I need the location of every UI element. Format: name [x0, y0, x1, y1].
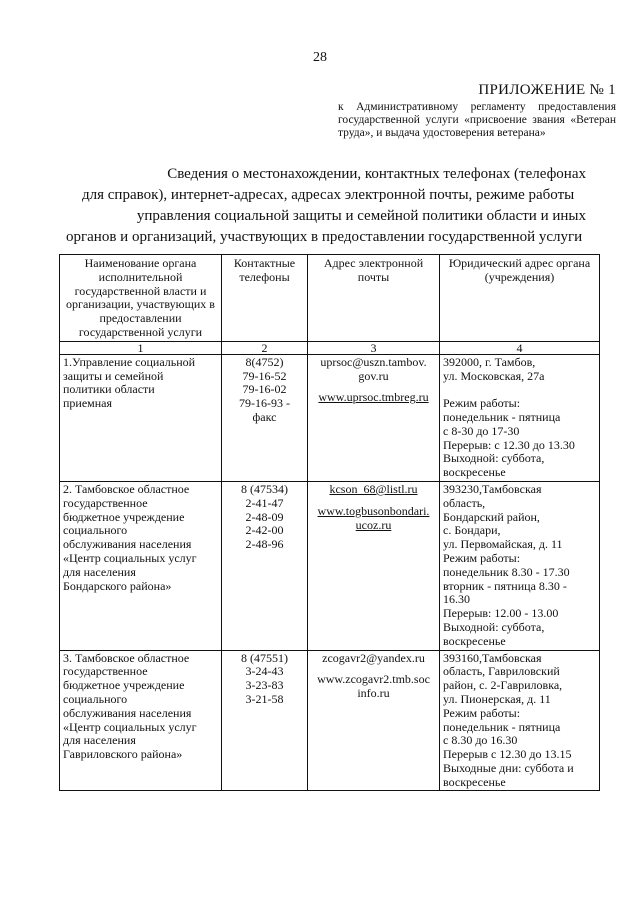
column-number: 1: [60, 341, 222, 354]
table-row: [60, 354, 600, 481]
address-line: область,: [443, 495, 486, 510]
address-line: 393230,Тамбовская: [443, 481, 542, 496]
phones-cell: [222, 354, 308, 481]
organization-name-line: 1.Управление социальной: [63, 354, 196, 369]
phones-cell: [222, 650, 308, 791]
phone-line: факс: [252, 409, 277, 424]
email-text: gov.ru: [358, 368, 389, 383]
website-link[interactable]: www.zcogavr2.tmb.soc: [317, 672, 430, 687]
appendix-header: [338, 82, 616, 140]
phone-line: 8 (47534): [241, 481, 288, 496]
organization-name-line: «Центр социальных услуг: [63, 719, 197, 734]
address-line: понедельник - пятница: [443, 719, 561, 734]
organization-cell: [60, 481, 222, 650]
page-number: 28: [313, 50, 327, 65]
website-link[interactable]: ucoz.ru: [355, 517, 392, 532]
organization-name-line: государственное: [63, 664, 148, 679]
organizations-table: [59, 254, 600, 791]
address-cell: [440, 354, 600, 481]
document-title-line-1: Сведения о местонахождении, контактных телефонах (телефонах: [167, 166, 586, 182]
address-line: Перерыв с 12.30 до 13.15: [443, 747, 572, 762]
address-line: с 8-30 до 17-30: [443, 423, 520, 438]
email-cell: [308, 650, 440, 791]
address-line: воскресенье: [443, 633, 506, 648]
document-title-line-4: органов и организаций, участвующих в предоставлении государственной услуги: [66, 229, 583, 245]
table-row: [60, 481, 600, 650]
organization-name-line: для населения: [63, 564, 136, 579]
phone-line: 3-21-58: [245, 691, 284, 706]
header-address: Юридический адрес органа (учреждения): [440, 255, 600, 342]
address-cell: [440, 650, 600, 791]
organization-name-line: «Центр социальных услуг: [63, 550, 197, 565]
address-line: вторник - пятница 8.30 -: [443, 578, 567, 593]
email-text: uprsoc@uszn.tambov.: [320, 354, 427, 369]
phone-line: 8(4752): [245, 354, 284, 369]
phone-line: 3-24-43: [245, 664, 284, 679]
address-line: понедельник - пятница: [443, 409, 561, 424]
address-line: Режим работы:: [443, 550, 521, 565]
website-link[interactable]: www.uprsoc.tmbreg.ru: [318, 390, 429, 405]
email-cell: [308, 481, 440, 650]
header-phones: Контактные телефоны: [222, 255, 308, 342]
organization-name-line: социального: [63, 691, 128, 706]
address-line: с 8.30 до 16.30: [443, 733, 518, 748]
organization-name-line: приемная: [63, 396, 113, 411]
address-line: Бондарский район,: [443, 509, 540, 524]
organization-name-line: бюджетное учреждение: [63, 678, 185, 693]
address-cell: [440, 481, 600, 650]
organization-cell: [60, 354, 222, 481]
address-line: Выходные дни: суббота и: [443, 760, 574, 775]
phone-line: 2-48-96: [245, 537, 284, 552]
phone-line: 79-16-02: [242, 382, 287, 397]
column-number-row: [60, 341, 600, 354]
address-line: 16.30: [443, 592, 470, 607]
address-line: Выходной: суббота,: [443, 451, 545, 466]
address-line: ул. Первомайская, д. 11: [443, 537, 563, 552]
address-line: район, с. 2-Гавриловка,: [443, 678, 563, 693]
appendix-title: ПРИЛОЖЕНИЕ № 1: [478, 82, 616, 98]
phone-line: 79-16-52: [242, 368, 287, 383]
address-line: область, Гавриловский: [443, 664, 560, 679]
document-title-line-2: для справок), интернет-адресах, адресах электронной почты, режиме работы: [82, 187, 575, 203]
table-row: [60, 650, 600, 791]
document-title-line-3: управления социальной защиты и семейной политики области и иных: [136, 208, 586, 224]
address-line: ул. Пионерская, д. 11: [443, 691, 551, 706]
column-number: 2: [222, 341, 308, 354]
organization-name-line: бюджетное учреждение: [63, 509, 185, 524]
website-link[interactable]: info.ru: [357, 686, 390, 701]
organization-name-line: 3. Тамбовское областное: [63, 650, 190, 665]
header-organization: Наименование органа исполнительной государственной власти и организации, участвующих в предоставлении государственной услуги: [60, 255, 222, 342]
header-email: Адрес электронной почты: [308, 255, 440, 342]
table-header-row: [60, 255, 600, 342]
address-line: Перерыв: 12.00 - 13.00: [443, 606, 559, 621]
address-line: 393160,Тамбовская: [443, 650, 542, 665]
email-text: zcogavr2@yandex.ru: [322, 650, 425, 665]
phone-line: 79-16-93 -: [239, 396, 290, 411]
organization-name-line: государственное: [63, 495, 148, 510]
organization-name-line: защиты и семейной: [63, 368, 164, 383]
phone-line: 8 (47551): [241, 650, 288, 665]
email-cell: [308, 354, 440, 481]
appendix-subtitle: к Административному регламенту предоставления государственной услуги «присвоение звания «Ветеран труда», и выдача удостоверения ветерана»: [338, 101, 616, 139]
address-line: воскресенье: [443, 465, 506, 480]
organization-name-line: Гавриловского района»: [63, 747, 183, 762]
address-line: понедельник 8.30 - 17.30: [443, 564, 570, 579]
email-link[interactable]: kcson_68@listl.ru: [329, 481, 418, 496]
address-line: Выходной: суббота,: [443, 619, 545, 634]
organization-name-line: обслуживания населения: [63, 705, 192, 720]
organization-name-line: Бондарского района»: [63, 578, 172, 593]
phone-line: 2-42-00: [245, 523, 284, 538]
address-line: Режим работы:: [443, 705, 521, 720]
address-line: Режим работы:: [443, 396, 521, 411]
document-title: [40, 164, 620, 248]
organization-name-line: социального: [63, 523, 128, 538]
organization-cell: [60, 650, 222, 791]
address-line: Перерыв: с 12.30 до 13.30: [443, 437, 575, 452]
address-line: [443, 383, 596, 397]
organization-name-line: для населения: [63, 733, 136, 748]
address-line: 392000, г. Тамбов,: [443, 354, 536, 369]
column-number: 3: [308, 341, 440, 354]
phone-line: 3-23-83: [245, 678, 284, 693]
address-line: ул. Московская, 27а: [443, 368, 545, 383]
address-line: воскресенье: [443, 774, 506, 789]
column-number: 4: [440, 341, 600, 354]
address-line: с. Бондари,: [443, 523, 501, 538]
organization-name-line: 2. Тамбовское областное: [63, 481, 190, 496]
website-link[interactable]: www.togbusonbondari.: [317, 503, 430, 518]
phone-line: 2-48-09: [245, 509, 284, 524]
phones-cell: [222, 481, 308, 650]
phone-line: 2-41-47: [245, 495, 284, 510]
organization-name-line: политики области: [63, 382, 155, 397]
organization-name-line: обслуживания населения: [63, 537, 192, 552]
